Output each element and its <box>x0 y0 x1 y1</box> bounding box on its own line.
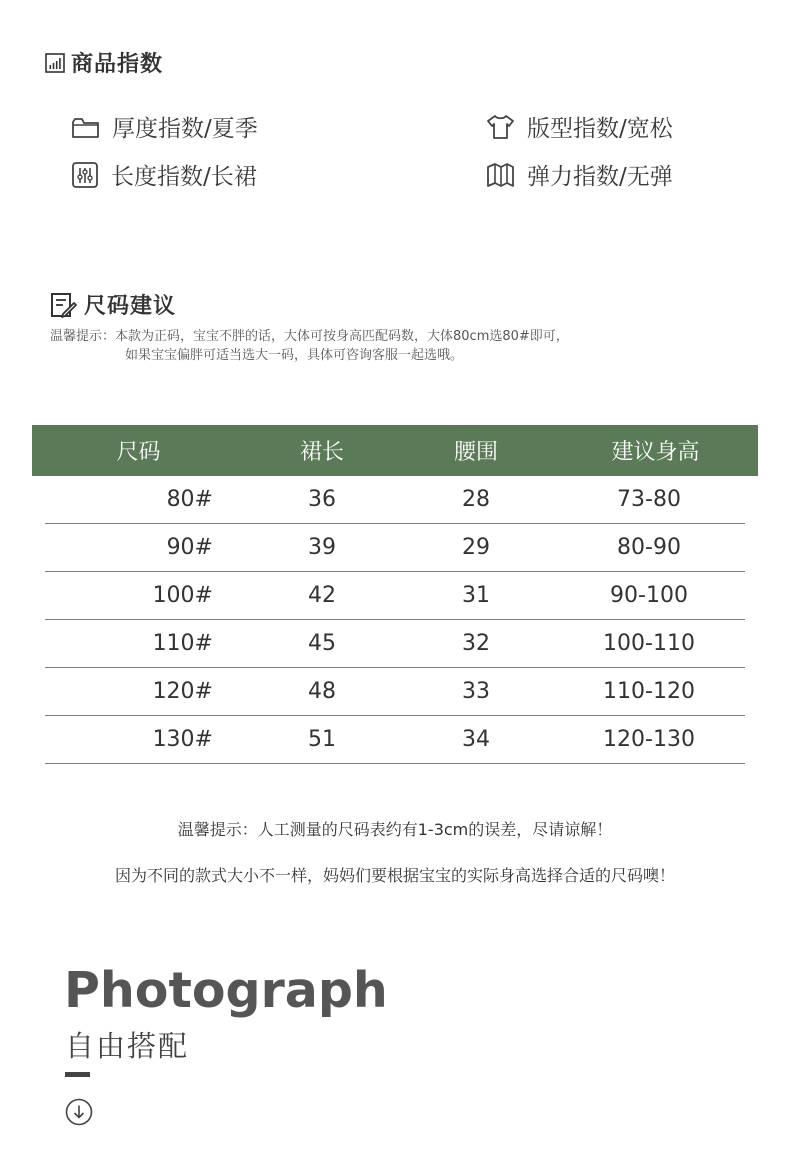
table-row <box>45 716 745 764</box>
cell-waist: 33 <box>462 679 490 704</box>
cell-height: 80-90 <box>617 535 681 560</box>
cell-skirt-length: 48 <box>308 679 336 704</box>
attr-fit <box>486 110 673 143</box>
cell-waist: 29 <box>462 535 490 560</box>
size-advice-title: 尺码建议 <box>84 294 177 319</box>
cell-waist: 34 <box>462 727 490 752</box>
tip-line-1: 本款为正码，宝宝不胖的话，大体可按身高匹配码数，大体80cm选80#即可， <box>115 329 569 344</box>
cell-size: 120# <box>152 679 213 704</box>
clipboard-icon <box>48 290 78 320</box>
map-fold-icon <box>486 161 515 189</box>
cell-height: 90-100 <box>610 583 688 608</box>
table-row <box>45 620 745 668</box>
header-size: 尺码 <box>116 440 161 465</box>
cell-waist: 28 <box>462 487 490 512</box>
cell-size: 110# <box>152 631 213 656</box>
cell-height: 120-130 <box>603 727 695 752</box>
cell-height: 73-80 <box>617 487 681 512</box>
photograph-subtitle: 自由搭配 <box>65 1029 190 1063</box>
attr-fit-text: 版型指数/宽松 <box>527 116 673 142</box>
table-row <box>45 476 745 524</box>
product-index-title: 商品指数 <box>71 52 164 77</box>
sliders-icon <box>71 161 99 189</box>
photograph-divider <box>65 1072 90 1077</box>
size-table-header <box>32 425 758 476</box>
product-index-header <box>45 47 163 78</box>
size-advice-header <box>48 289 176 320</box>
photograph-title: Photograph <box>64 962 388 1019</box>
cell-skirt-length: 51 <box>308 727 336 752</box>
attr-length <box>71 158 257 191</box>
tip-line-2: 如果宝宝偏胖可适当选大一码，具体可咨询客服一起选哦。 <box>125 348 464 363</box>
cell-skirt-length: 42 <box>308 583 336 608</box>
cell-height: 110-120 <box>603 679 695 704</box>
attr-thickness <box>71 110 258 143</box>
size-advice-tip <box>50 327 750 365</box>
cell-skirt-length: 39 <box>308 535 336 560</box>
attr-elasticity-text: 弹力指数/无弹 <box>527 164 673 190</box>
cell-waist: 32 <box>462 631 490 656</box>
table-row <box>45 668 745 716</box>
arrow-down-circle-icon[interactable] <box>65 1098 93 1130</box>
note-line-1: 温馨提示：人工测量的尺码表约有1-3cm的误差，尽请谅解！ <box>177 820 613 839</box>
header-skirt-length: 裙长 <box>299 440 344 465</box>
cell-size: 90# <box>166 535 213 560</box>
cell-skirt-length: 36 <box>308 487 336 512</box>
tshirt-icon <box>486 113 515 141</box>
attr-thickness-text: 厚度指数/夏季 <box>112 116 258 142</box>
cell-height: 100-110 <box>603 631 695 656</box>
header-height: 建议身高 <box>611 440 700 465</box>
note-line-2: 因为不同的款式大小不一样，妈妈们要根据宝宝的实际身高选择合适的尺码噢！ <box>114 866 675 885</box>
table-row <box>45 524 745 572</box>
cell-skirt-length: 45 <box>308 631 336 656</box>
cell-waist: 31 <box>462 583 490 608</box>
attr-elasticity <box>486 158 673 191</box>
header-waist: 腰围 <box>453 440 498 465</box>
table-row <box>45 572 745 620</box>
cell-size: 80# <box>166 487 213 512</box>
size-table <box>32 425 758 764</box>
tip-label: 温馨提示： <box>50 329 116 344</box>
bar-chart-icon <box>45 53 65 73</box>
cell-size: 100# <box>152 583 213 608</box>
cell-size: 130# <box>152 727 213 752</box>
attr-length-text: 长度指数/长裙 <box>111 164 257 190</box>
folder-icon <box>71 114 100 140</box>
